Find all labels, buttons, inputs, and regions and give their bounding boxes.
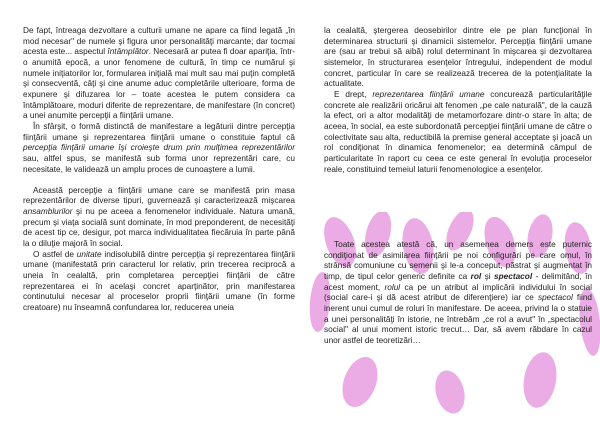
right-text-column — [324, 26, 592, 175]
paragraph: De fapt, întreaga dezvoltare a culturii umane ne apare ca fiind legată „în mod necesar" de numele şi figura unor personalităţi marcante; dar tocmai acesta este... aspectul întâmplător. Necesară ar putea fi doar apariţia, într-o anumită epocă, a unor fenomene de cultură, în timp ce numărul şi numele iniţiatorilor lor, formularea iniţială mai mult sau mai puţin completă şi consecventă, câţi şi cine anume aduc completările ulterioare, forma de expunere şi difuzarea lor – toate acestea le putem considera ca întâmplătoare, moduri diferite de reprezentare, de manifestare (în concret) a unei anumite percepţii a fiinţării umane. — [23, 26, 296, 121]
paragraph: la cealaltă, ştergerea deosebirilor dintre ele pe plan funcţional în determinarea structurii şi dinamicii sistemelor. Percepţia fiinţării umane are (sau ar trebui să aibă) rolul determinant în mişcarea şi dezvoltarea sistemelor, în structurarea esenţelor întregului, independent de modul concret, particular în care se realizează trecerea de la potenţialitate la actualitate. — [324, 26, 592, 89]
paragraph: Această percepţie a fiinţării umane care se manifestă prin masa reprezentărilor de diverse tipuri, guvernează şi caracterizează mişcarea ansamblurilor şi nu pe aceea a fenomenelor individuale. Natura umană, precum şi viaţa socială sunt dominate, în mod preponderent, de necesităţi de acest tip ce, desigur, pot marca individualitatea fiecăruia în parte până la o diluţie majoră în social. — [23, 185, 295, 249]
paragraph: Toate acestea atestă că, un asemenea demers este puternic condiţionat de asimilarea fiinţării pe noi configurări pe care omul, în strânsă comuniune cu semenii şi le-a conceput, păstrat şi augmentat în timp, de tipul celor generic definite ca rol şi spectacol - delimitând, în acest moment, rolul ca pe un atribut al implicării individului în social (social care-i şi dă acest atribut de diferenţiere) iar ce spectacol fiind inerent unui cumul de roluri în manifestare. De aceea, privind la o statuie a unei personalităţi în istorie, ne întrebăm „ce rol a avut" în „spectacolul social" al unui moment istoric trecut… Dar, să avem răbdare în cazul unor astfel de teoretizări… — [324, 240, 592, 345]
left-text-column — [23, 26, 295, 314]
right-bottom-text — [324, 240, 592, 347]
paragraph: O astfel de unitate indisolubilă dintre percepţia şi reprezentarea fiinţării umane (manifestată prin caracterul lor relativ, prin trecerea reciprocă a uneia în cealaltă, prin completarea percepţiei fiinţării de către reprezentarea ei în acelaşi concret aparţinător, prin manifestarea continutului necesar al proceselor proprii fiinţării umane (în forme creatoare) nu înseamnă confundarea lor, reducerea uneia — [23, 249, 295, 313]
paragraph: E drept, reprezentarea fiinţării umane concurează particularităţile concrete ale realizării oricărui alt fenomen „pe cale naturală", de la cauză la efect, ori a altor modalităţi de metamorfozare dintr-o stare în alta; de aceea, în social, ea este subordonată percepţiei fiinţării umane de către o colectivitate sau alta, reductibilă la premise general acceptate şi joacă un rol condiţionat în dinamica fenomenelor; ea determină câmpul de particularitate în raport cu ceea ce este general în evoluţia proceselor reale, constituind temeiul laturii fenomenologice a esenţelor. — [324, 89, 592, 174]
paragraph: În sfârşit, o formă distinctă de manifestare a legăturii dintre percepţia fiinţării umane şi reprezentarea fiinţării umane o constituie faptul că percepţia fiinţării umane îşi croieşte drum prin mulţimea reprezentărilor sau, altfel spus, se manifestă sub forma unor reprezentări care, cu necesitate, le validează un amplu proces de cunoaştere a lumii. — [23, 121, 295, 174]
